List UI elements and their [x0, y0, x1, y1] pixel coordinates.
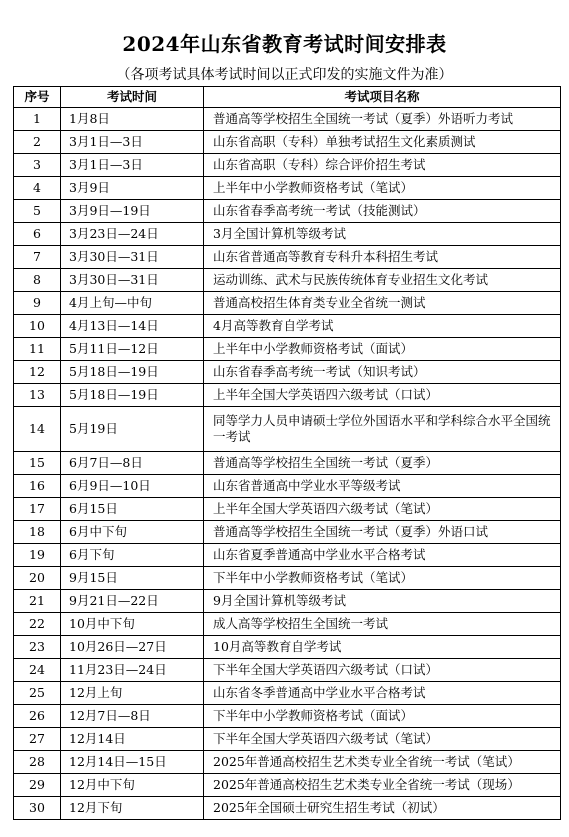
table-row	[14, 636, 561, 659]
row-number: 4	[14, 177, 61, 200]
exam-date: 3月9日	[61, 177, 204, 200]
table-row	[14, 567, 561, 590]
exam-name: 2025年普通高校招生艺术类专业全省统一考试（笔试）	[204, 751, 561, 774]
row-number: 29	[14, 774, 61, 797]
exam-date: 5月19日	[61, 407, 204, 452]
exam-name: 普通高等学校招生全国统一考试（夏季）	[204, 452, 561, 475]
table-row	[14, 200, 561, 223]
exam-name: 山东省高职（专科）综合评价招生考试	[204, 154, 561, 177]
exam-date: 9月15日	[61, 567, 204, 590]
exam-name: 山东省冬季普通高中学业水平合格考试	[204, 682, 561, 705]
exam-date: 6月9日—10日	[61, 475, 204, 498]
row-number: 17	[14, 498, 61, 521]
table-row	[14, 728, 561, 751]
table-row	[14, 177, 561, 200]
row-number: 11	[14, 338, 61, 361]
exam-date: 5月18日—19日	[61, 384, 204, 407]
page-title: 2024年山东省教育考试时间安排表	[122, 32, 447, 56]
table-row	[14, 498, 561, 521]
exam-name: 运动训练、武术与民族传统体育专业招生文化考试	[204, 269, 561, 292]
exam-date: 6月15日	[61, 498, 204, 521]
table-row	[14, 154, 561, 177]
row-number: 28	[14, 751, 61, 774]
table-row	[14, 751, 561, 774]
table-header-row	[14, 87, 561, 108]
table-row	[14, 108, 561, 131]
exam-name: 同等学力人员申请硕士学位外国语水平和学科综合水平全国统一考试	[204, 407, 561, 452]
row-number: 21	[14, 590, 61, 613]
table-row	[14, 407, 561, 452]
row-number: 12	[14, 361, 61, 384]
table-row	[14, 269, 561, 292]
table-row	[14, 590, 561, 613]
table-row	[14, 292, 561, 315]
exam-date: 10月26日—27日	[61, 636, 204, 659]
exam-name: 3月全国计算机等级考试	[204, 223, 561, 246]
exam-name: 山东省春季高考统一考试（技能测试）	[204, 200, 561, 223]
table-row	[14, 361, 561, 384]
exam-name: 成人高等学校招生全国统一考试	[204, 613, 561, 636]
exam-name: 普通高等学校招生全国统一考试（夏季）外语听力考试	[204, 108, 561, 131]
exam-date: 12月7日—8日	[61, 705, 204, 728]
row-number: 18	[14, 521, 61, 544]
exam-name: 9月全国计算机等级考试	[204, 590, 561, 613]
exam-date: 10月中下旬	[61, 613, 204, 636]
exam-date: 4月上旬—中旬	[61, 292, 204, 315]
exam-name: 下半年中小学教师资格考试（笔试）	[204, 567, 561, 590]
exam-name: 下半年中小学教师资格考试（面试）	[204, 705, 561, 728]
exam-name: 普通高校招生体育类专业全省统一测试	[204, 292, 561, 315]
exam-date: 6月7日—8日	[61, 452, 204, 475]
exam-schedule-table	[13, 86, 561, 820]
exam-date: 5月18日—19日	[61, 361, 204, 384]
row-number: 2	[14, 131, 61, 154]
row-number: 26	[14, 705, 61, 728]
exam-name: 2025年普通高校招生艺术类专业全省统一考试（现场）	[204, 774, 561, 797]
exam-date: 6月下旬	[61, 544, 204, 567]
row-number: 10	[14, 315, 61, 338]
table-row	[14, 774, 561, 797]
exam-name: 山东省普通高中学业水平等级考试	[204, 475, 561, 498]
exam-date: 3月30日—31日	[61, 246, 204, 269]
table-row	[14, 705, 561, 728]
row-number: 25	[14, 682, 61, 705]
table-row	[14, 797, 561, 820]
row-number: 6	[14, 223, 61, 246]
row-number: 24	[14, 659, 61, 682]
exam-date: 3月30日—31日	[61, 269, 204, 292]
exam-name: 4月高等教育自学考试	[204, 315, 561, 338]
row-number: 3	[14, 154, 61, 177]
table-row	[14, 475, 561, 498]
exam-date: 12月下旬	[61, 797, 204, 820]
exam-date: 11月23日—24日	[61, 659, 204, 682]
table-row	[14, 659, 561, 682]
exam-date: 1月8日	[61, 108, 204, 131]
exam-date: 3月1日—3日	[61, 131, 204, 154]
table-row	[14, 682, 561, 705]
exam-name: 上半年中小学教师资格考试（面试）	[204, 338, 561, 361]
row-number: 15	[14, 452, 61, 475]
exam-date: 3月23日—24日	[61, 223, 204, 246]
column-header-date: 考试时间	[61, 87, 204, 108]
exam-name: 10月高等教育自学考试	[204, 636, 561, 659]
table-row	[14, 384, 561, 407]
table-row	[14, 315, 561, 338]
row-number: 16	[14, 475, 61, 498]
row-number: 30	[14, 797, 61, 820]
exam-name: 上半年全国大学英语四六级考试（笔试）	[204, 498, 561, 521]
exam-date: 3月1日—3日	[61, 154, 204, 177]
exam-date: 12月14日	[61, 728, 204, 751]
exam-name: 上半年中小学教师资格考试（笔试）	[204, 177, 561, 200]
row-number: 13	[14, 384, 61, 407]
exam-name: 下半年全国大学英语四六级考试（口试）	[204, 659, 561, 682]
table-row	[14, 131, 561, 154]
row-number: 1	[14, 108, 61, 131]
exam-date: 3月9日—19日	[61, 200, 204, 223]
exam-date: 12月14日—15日	[61, 751, 204, 774]
row-number: 22	[14, 613, 61, 636]
table-row	[14, 338, 561, 361]
exam-date: 9月21日—22日	[61, 590, 204, 613]
column-header-exam-name: 考试项目名称	[204, 87, 561, 108]
exam-name: 山东省夏季普通高中学业水平合格考试	[204, 544, 561, 567]
table-row	[14, 223, 561, 246]
table-row	[14, 246, 561, 269]
exam-name: 山东省春季高考统一考试（知识考试）	[204, 361, 561, 384]
page-subtitle: （各项考试具体考试时间以正式印发的实施文件为准）	[116, 67, 453, 83]
row-number: 9	[14, 292, 61, 315]
exam-name: 山东省普通高等教育专科升本科招生考试	[204, 246, 561, 269]
exam-name: 2025年全国硕士研究生招生考试（初试）	[204, 797, 561, 820]
exam-date: 5月11日—12日	[61, 338, 204, 361]
exam-name: 山东省高职（专科）单独考试招生文化素质测试	[204, 131, 561, 154]
table-row	[14, 521, 561, 544]
row-number: 20	[14, 567, 61, 590]
row-number: 5	[14, 200, 61, 223]
exam-date: 4月13日—14日	[61, 315, 204, 338]
exam-date: 12月中下旬	[61, 774, 204, 797]
exam-date: 6月中下旬	[61, 521, 204, 544]
column-header-number: 序号	[14, 87, 61, 108]
exam-date: 12月上旬	[61, 682, 204, 705]
exam-name: 普通高等学校招生全国统一考试（夏季）外语口试	[204, 521, 561, 544]
exam-name: 上半年全国大学英语四六级考试（口试）	[204, 384, 561, 407]
row-number: 19	[14, 544, 61, 567]
row-number: 23	[14, 636, 61, 659]
row-number: 27	[14, 728, 61, 751]
exam-name: 下半年全国大学英语四六级考试（笔试）	[204, 728, 561, 751]
table-row	[14, 544, 561, 567]
table-row	[14, 613, 561, 636]
row-number: 8	[14, 269, 61, 292]
row-number: 14	[14, 407, 61, 452]
table-row	[14, 452, 561, 475]
row-number: 7	[14, 246, 61, 269]
